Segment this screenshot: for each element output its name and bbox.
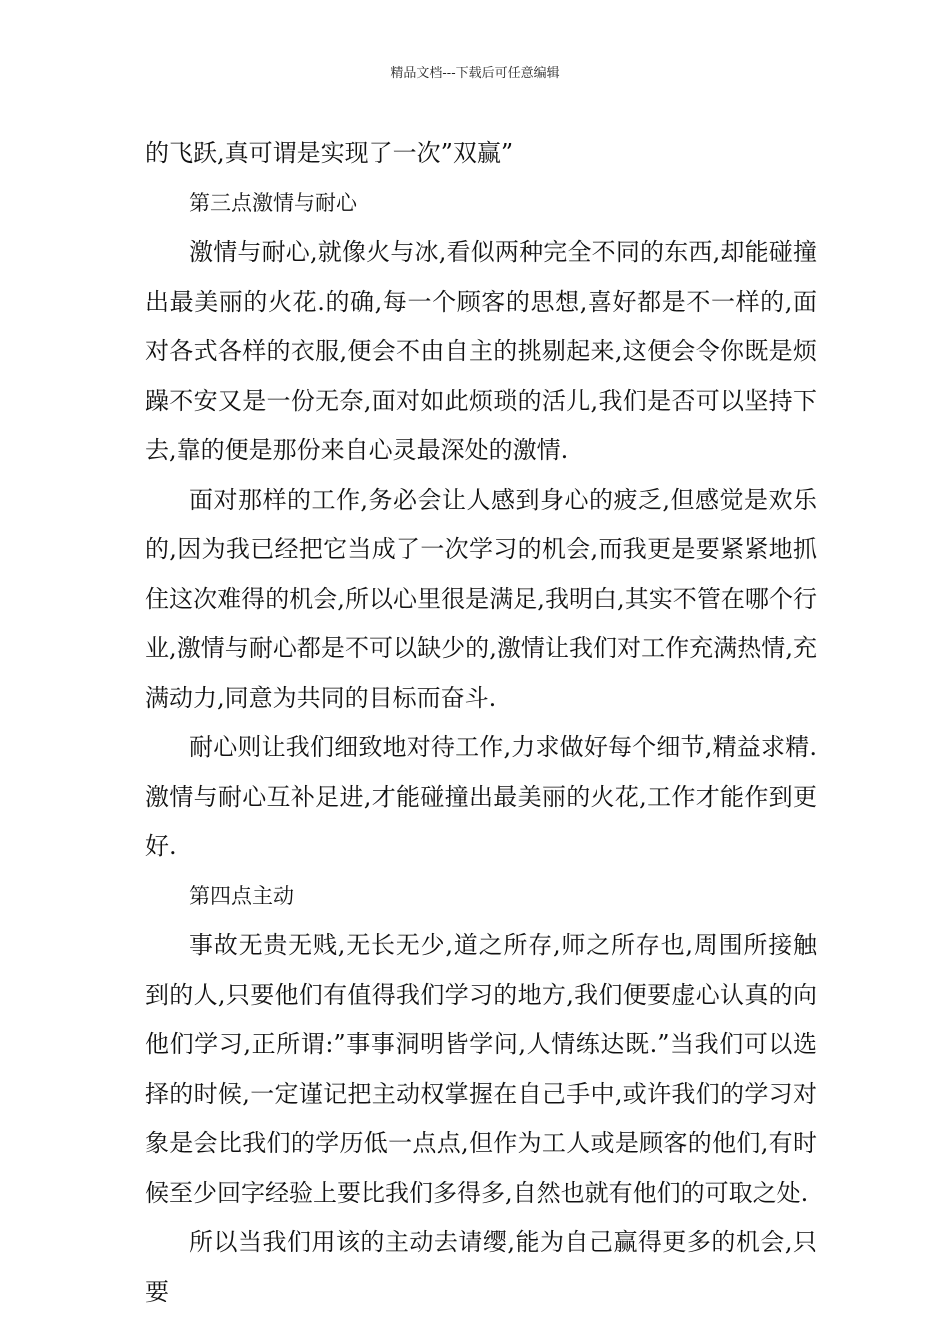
paragraph: 耐心则让我们细致地对待工作,力求做好每个细节,精益求精.激情与耐心互补足进,才能碰撞出最美丽的火花,工作才能作到更好. xyxy=(145,733,817,860)
section-heading-4: 第四点主动 xyxy=(189,883,294,908)
page-header: 精品文档---下载后可任意编辑 xyxy=(390,66,560,81)
paragraph: 激情与耐心,就像火与冰,看似两种完全不同的东西,却能碰撞出最美丽的火花.的确,每一个顾客的思想,喜好都是不一样的,面对各式各样的衣服,便会不由自主的挑剔起来,这便会令你既是烦躁不安又是一份无奈,面对如此烦琐的活儿,我们是否可以坚持下去,靠的便是那份来自心灵最深处的激情. xyxy=(145,238,817,464)
paragraph-continuation: 的飞跃,真可谓是实现了一次”双赢” xyxy=(145,139,514,167)
paragraph: 事故无贵无贱,无长无少,道之所存,师之所存也,周围所接触到的人,只要他们有值得我们学习的地方,我们便要虚心认真的向他们学习,正所谓:”事事洞明皆学问,人情练达既.”当我们可以选择的时候,一定谨记把主动权掌握在自己手中,或许我们的学习对象是会比我们的学历低一点点,但作为工人或是顾客的他们,有时候至少回字经验上要比我们多得多,自然也就有他们的可取之处. xyxy=(145,931,817,1207)
document-body xyxy=(145,129,817,1317)
paragraph: 所以当我们用该的主动去请缨,能为自己赢得更多的机会,只要 xyxy=(145,1228,817,1306)
section-heading-3: 第三点激情与耐心 xyxy=(189,190,357,215)
paragraph: 面对那样的工作,务必会让人感到身心的疲乏,但感觉是欢乐的,因为我已经把它当成了一次学习的机会,而我更是要紧紧地抓住这次难得的机会,所以心里很是满足,我明白,其实不管在哪个行业,激情与耐心都是不可以缺少的,激情让我们对工作充满热情,充满动力,同意为共同的目标而奋斗. xyxy=(145,485,817,712)
